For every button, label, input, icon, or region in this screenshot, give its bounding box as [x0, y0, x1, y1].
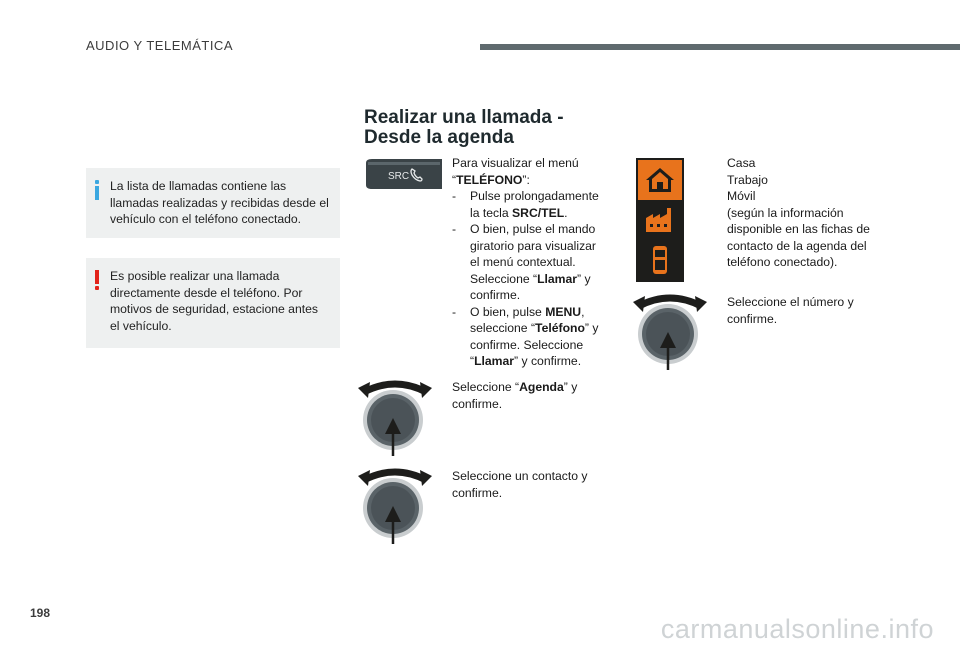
contact-type-mobile: Móvil	[727, 189, 756, 203]
rotary-knob-icon	[633, 292, 707, 370]
section-title-line2: Desde la agenda	[364, 127, 514, 148]
src-tel-button-illustration	[362, 157, 444, 191]
rotary-knob-icon	[358, 378, 432, 456]
home-icon	[638, 160, 682, 200]
warning-icon	[95, 270, 99, 290]
contact-type-work: Trabajo	[727, 172, 768, 187]
src-button-label: SRC	[388, 171, 410, 182]
contact-types-text	[727, 155, 877, 271]
factory-icon	[638, 200, 682, 240]
step1-item2: - O bien, pulse el mando giratorio para visualizar el menú contextual. Seleccione “Llamar” y confirme.	[452, 222, 596, 302]
info-note-text: La lista de llamadas contiene las llamadas realizadas y recibidas desde el vehículo con el teléfono conectado.	[110, 179, 329, 226]
section-title	[364, 108, 564, 148]
step2-text: Seleccione “Agenda” y confirme.	[452, 380, 578, 411]
section-title-line1: Realizar una llamada -	[364, 107, 564, 128]
rotary-knob-icon	[358, 466, 432, 544]
header-bar	[480, 44, 960, 50]
warning-note-text: Es posible realizar una llamada directamente desde el teléfono. Por motivos de seguridad, estacione antes el vehículo.	[110, 269, 318, 333]
contact-type-home: Casa	[727, 156, 756, 170]
step1-item1: - Pulse prolongadamente la tecla SRC/TEL.	[452, 189, 599, 220]
step4-text: Seleccione el número y confirme.	[727, 295, 854, 326]
mobile-phone-icon	[638, 240, 682, 280]
watermark: carmanualsonline.info	[660, 614, 934, 644]
step1-text	[452, 155, 607, 370]
info-icon	[95, 180, 99, 200]
warning-note	[86, 258, 340, 348]
step3-text: Seleccione un contacto y confirme.	[452, 469, 588, 500]
step1-item3: - O bien, pulse MENU, seleccione “Teléfono” y confirme. Seleccione “Llamar” y confirme.	[452, 304, 599, 368]
step1-intro: Para visualizar el menú “TELÉFONO”:	[452, 156, 579, 187]
contact-types-note: (según la información disponible en las fichas de contacto de la agenda del teléfono conectado).	[727, 205, 870, 269]
info-note	[86, 168, 340, 238]
header-title: AUDIO Y TELEMÁTICA	[86, 38, 233, 53]
page-number: 198	[30, 606, 51, 620]
